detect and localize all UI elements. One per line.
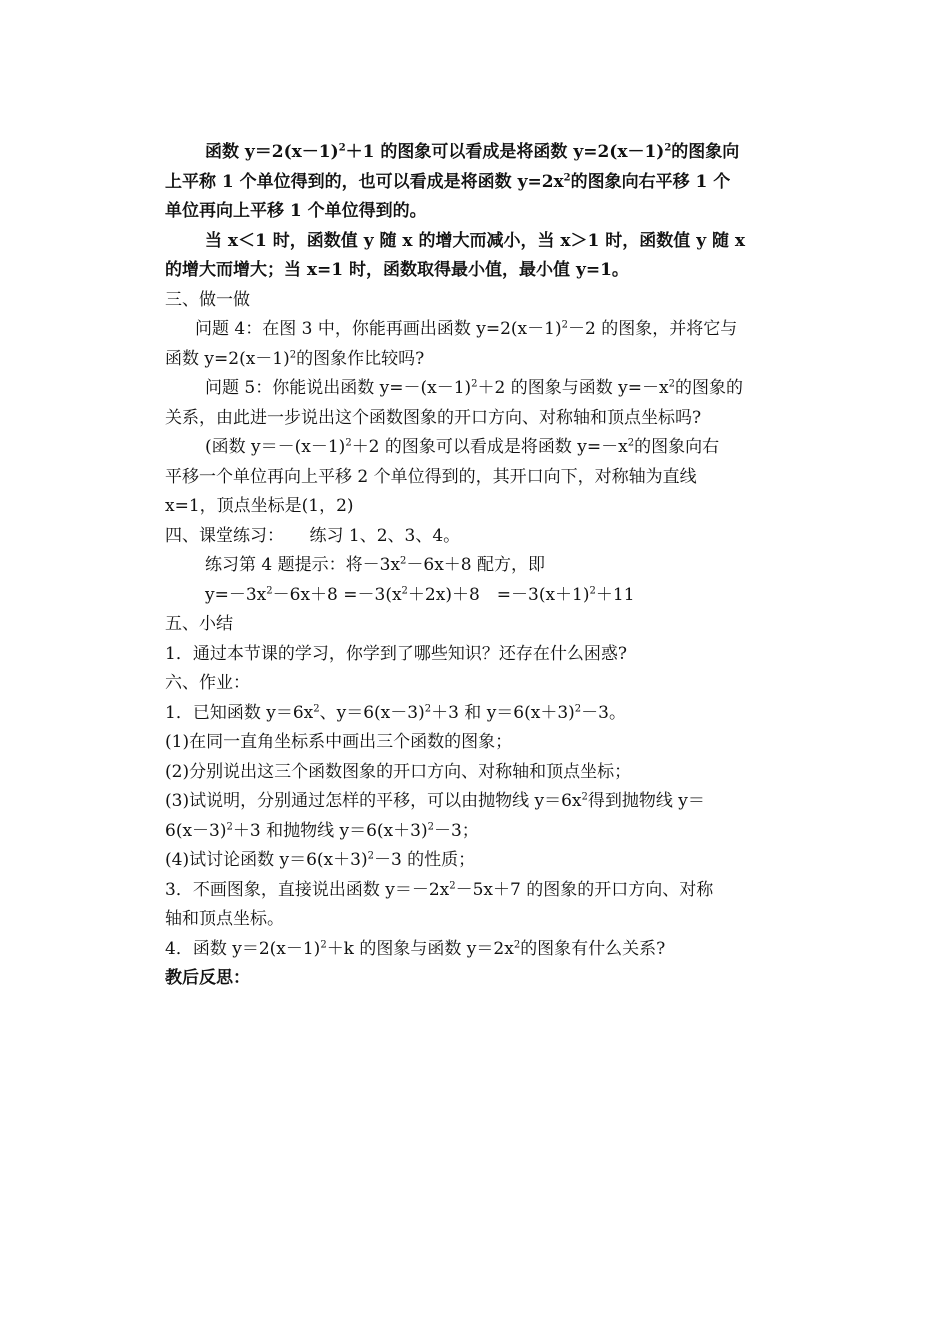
homework-1-sub2: (2)分别说出这三个函数图象的开口方向、对称轴和顶点坐标； — [165, 761, 632, 782]
answer5-line1: (函数 $y=-(x-1)^2+2$ 的图象可以看成是将函数 $y=-x^2$的图象向右 — [205, 437, 720, 457]
question4-line2: 函数 $y=2(x-1)^2$的图象作比较吗? — [165, 348, 425, 369]
homework-1-sub4: (4)试讨论函数 $y=6(x+3)^2-3$ 的性质； — [165, 850, 476, 870]
question5-line2: 关系，由此进一步说出这个函数图象的开口方向、对称轴和顶点坐标吗? — [165, 407, 702, 428]
homework-1-sub3-line2: $6(x-3)^2+3$ 和抛物线 $y=6(x+3)^2-3$； — [165, 820, 479, 841]
homework-1: 1．已知函数 $y=6x^2$、$y=6(x-3)^2+3$ 和 $y=6(x+3)^2-3$。 — [165, 702, 626, 723]
document-page — [165, 138, 790, 994]
para2-line2: 的增大而增大；当 x=1 时，函数取得最小值，最小值 y=1。 — [165, 260, 629, 280]
answer5-line2: 平移一个单位再向上平移 2 个单位得到的，其开口向下，对称轴为直线 — [165, 466, 697, 487]
para2-line1: 当 x＜1 时，函数值 y 随 x 的增大而减小，当 x＞1 时，函数值 y 随 x — [205, 230, 746, 251]
para1-line2: 上平称 1 个单位得到的，也可以看成是将函数 $y=2x^2$的图象向右平移 1 个 — [165, 171, 731, 192]
teaching-reflection-heading: 教后反思： — [165, 968, 250, 988]
homework-3-line2: 轴和顶点坐标。 — [165, 909, 284, 929]
section4-heading: 四、课堂练习： 练习 1、2、3、4。 — [165, 525, 461, 546]
para1-line3: 单位再向上平移 1 个单位得到的。 — [165, 201, 427, 221]
section6-heading: 六、作业： — [165, 673, 250, 693]
homework-1-sub3-line1: (3)试说明，分别通过怎样的平移，可以由抛物线 $y=6x^2$得到抛物线 y＝ — [165, 791, 705, 811]
section3-heading: 三、做一做 — [165, 289, 250, 310]
homework-1-sub1: (1)在同一直角坐标系中画出三个函数的图象； — [165, 732, 513, 752]
para1-line1: 函数 $y=2(x-1)^2+1$ 的图象可以看成是将函数 $y=2(x-1)^2$的图象向 — [205, 142, 740, 162]
answer5-line3: x=1，顶点坐标是(1，2) — [165, 496, 354, 516]
exercise-hint: 练习第 4 题提示：将$-3x^2-6x+8$ 配方，即 — [205, 555, 546, 575]
section5-heading: 五、小结 — [165, 614, 233, 634]
summary-item-1: 1．通过本节课的学习，你学到了哪些知识？还存在什么困惑? — [165, 643, 627, 664]
exercise-equation: $y=-3x^2-6x+8 =-3(x^2+2x)+8$ $=-3(x+1)^2+11$ — [205, 584, 635, 605]
homework-3-line1: 3．不画图象，直接说出函数 $y=-2x^2-5x+7$ 的图象的开口方向、对称 — [165, 879, 714, 900]
question4-line1: 问题 4：在图 3 中，你能再画出函数 $y=2(x-1)^2-2$ 的图象，并将它与 — [195, 319, 738, 339]
question5-line1: 问题 5：你能说出函数 $y=-(x-1)^2+2$ 的图象与函数 $y=-x^2$的图象的 — [205, 378, 743, 398]
homework-4: 4．函数 $y=2(x-1)^2+k$ 的图象与函数 $y=2x^2$的图象有什么关系? — [165, 938, 666, 959]
